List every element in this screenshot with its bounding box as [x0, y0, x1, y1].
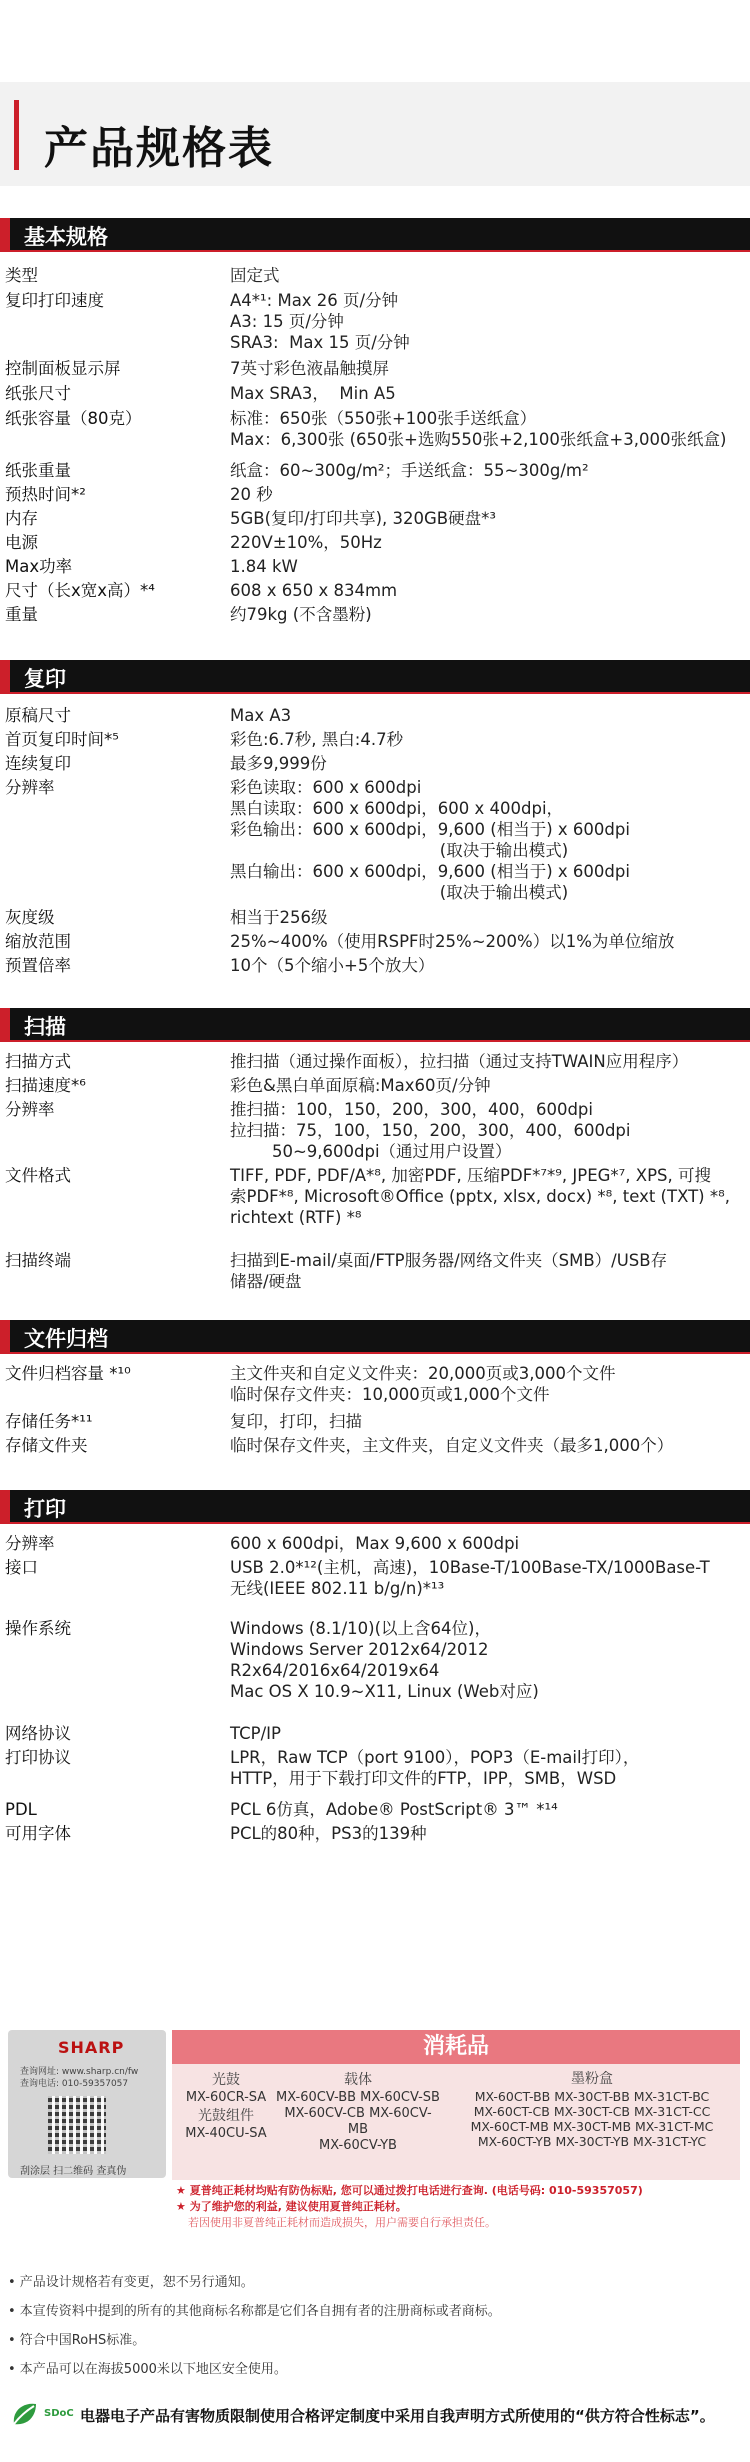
spec-value — [230, 1435, 748, 1456]
spec-value-line: 220V±10%，50Hz — [230, 533, 382, 552]
spec-value — [230, 1557, 748, 1599]
spec-value-line: 拉扫描：75，100，150，200，300，400，600dpi — [230, 1121, 631, 1140]
spec-value — [230, 1051, 748, 1072]
spec-value-line: 彩色&黑白单面原稿:Max60页/分钟 — [230, 1076, 491, 1095]
spec-value-line: 索PDF*⁸, Microsoft®Office (pptx, xlsx, docx) *⁸, text (TXT) *⁸, — [230, 1187, 730, 1206]
title-accent-bar — [14, 100, 19, 170]
spec-value — [230, 1723, 748, 1744]
spec-value-line: TCP/IP — [230, 1724, 281, 1743]
spec-label: 网络协议 — [5, 1724, 71, 1743]
spec-value-line: 黑白读取：600 x 600dpi，600 x 400dpi， — [230, 799, 564, 818]
spec-label: 电源 — [5, 533, 38, 552]
spec-value-line: A3: 15 页/分钟 — [230, 312, 344, 331]
spec-value — [230, 1075, 748, 1096]
spec-value — [230, 508, 748, 529]
spec-value — [230, 580, 748, 601]
spec-label: 扫描速度*⁶ — [5, 1076, 86, 1095]
spec-value-line: 最多9,999份 — [230, 754, 327, 773]
spec-value-line: 固定式 — [230, 266, 280, 285]
section-accent — [0, 1490, 10, 1522]
spec-label: 接口 — [5, 1558, 38, 1577]
spec-value-line: 推扫描：100，150，200，300，400，600dpi — [230, 1100, 593, 1119]
spec-value — [230, 705, 748, 726]
spec-label: 纸张尺寸 — [5, 384, 71, 403]
spec-label: 纸张容量（80克） — [5, 409, 142, 428]
sdoc-leaf-icon — [8, 2398, 42, 2432]
section-accent — [0, 218, 10, 250]
spec-value-line: 主文件夹和自定义文件夹：20,000页或3,000个文件 — [230, 1364, 616, 1383]
spec-value-line: 无线(IEEE 802.11 b/g/n)*¹³ — [230, 1579, 445, 1598]
spec-value-line: 标准：650张（550张+100张手送纸盒） — [230, 409, 537, 428]
spec-label: 类型 — [5, 266, 38, 285]
spec-label: 原稿尺寸 — [5, 706, 71, 725]
section-title: 文件归档 — [24, 1327, 108, 1351]
spec-label: 连续复印 — [5, 754, 71, 773]
spec-label: 操作系统 — [5, 1619, 71, 1638]
section-header-copy — [0, 660, 750, 694]
spec-value-line: PCL的80种，PS3的139种 — [230, 1824, 427, 1843]
drum-column: 光鼓 MX-60CR-SA 光鼓组件 MX-40CU-SA — [185, 2072, 267, 2141]
spec-value-line: (取决于输出模式) — [230, 841, 569, 860]
spec-label: 缩放范围 — [5, 932, 71, 951]
page-title: 产品规格表 — [44, 123, 274, 174]
spec-value-line: (取决于输出模式) — [230, 883, 569, 902]
section-accent — [0, 1320, 10, 1352]
spec-label: 内存 — [5, 509, 38, 528]
spec-value-line: 相当于256级 — [230, 908, 328, 927]
section-title: 复印 — [24, 667, 66, 691]
sharp-logo: SHARP — [58, 2038, 125, 2057]
spec-label: 预置倍率 — [5, 956, 71, 975]
spec-label: Max功率 — [5, 557, 73, 576]
genuine-warning-3: 若因使用非夏普纯正耗材而造成损失，用户需要自行承担责任。 — [188, 2216, 496, 2229]
spec-value-line: 约79kg (不含墨粉) — [230, 605, 372, 624]
spec-value — [230, 1099, 748, 1162]
spec-value — [230, 777, 748, 903]
spec-label: 分辨率 — [5, 1534, 55, 1553]
spec-value — [230, 931, 748, 952]
spec-value-line: Max：6,300张 (650张+选购550张+2,100张纸盒+3,000张纸盒) — [230, 430, 727, 449]
spec-value-line: LPR，Raw TCP（port 9100），POP3（E-mail打印）， — [230, 1748, 640, 1767]
spec-label: 首页复印时间*⁵ — [5, 730, 119, 749]
spec-value-line: 黑白输出：600 x 600dpi，9,600 (相当于) x 600dpi — [230, 862, 630, 881]
spec-value-line: 10个（5个缩小+5个放大） — [230, 956, 435, 975]
spec-value-line: PCL 6仿真，Adobe® PostScript® 3™ *¹⁴ — [230, 1800, 558, 1819]
spec-label: 扫描方式 — [5, 1052, 71, 1071]
spec-value-line: R2x64/2016x64/2019x64 — [230, 1661, 440, 1680]
spec-label: 复印打印速度 — [5, 291, 104, 310]
section-header-scan — [0, 1008, 750, 1042]
spec-value-line: 储器/硬盘 — [230, 1272, 302, 1291]
spec-label: 重量 — [5, 605, 38, 624]
spec-value — [230, 1823, 748, 1844]
spec-label: 预热时间*² — [5, 485, 86, 504]
spec-value-line: 7英寸彩色液晶触摸屏 — [230, 359, 389, 378]
consumables-title: 消耗品 — [172, 2030, 740, 2064]
spec-value — [230, 907, 748, 928]
spec-value-line: Windows (8.1/10)(以上含64位)， — [230, 1619, 491, 1638]
spec-value — [230, 729, 748, 750]
section-accent — [0, 660, 10, 692]
spec-value-line: SRA3: Max 15 页/分钟 — [230, 333, 410, 352]
spec-label: 可用字体 — [5, 1824, 71, 1843]
spec-value-line: 临时保存文件夹：10,000页或1,000个文件 — [230, 1385, 550, 1404]
spec-label: 分辨率 — [5, 1100, 55, 1119]
section-header-filing — [0, 1320, 750, 1354]
sticker-footer: 刮涂层 扫二维码 查真伪 — [20, 2166, 127, 2177]
spec-value-line: 25%~400%（使用RSPF时25%~200%）以1%为单位缩放 — [230, 932, 675, 951]
sticker-text: 查询网址: www.sharp.cn/fw 查询电话: 010-59357057 — [20, 2067, 139, 2089]
spec-value — [230, 955, 748, 976]
spec-value-line: 彩色:6.7秒, 黑白:4.7秒 — [230, 730, 404, 749]
spec-label: 尺寸（长x宽x高）*⁴ — [5, 581, 155, 600]
genuine-warning-1: ★ 夏普纯正耗材均贴有防伪标贴, 您可以通过拨打电话进行查询. (电话号码: 010-59357057) — [176, 2184, 643, 2197]
spec-value — [230, 753, 748, 774]
spec-value — [230, 1363, 748, 1405]
section-header-print — [0, 1490, 750, 1524]
spec-value-line: 复印，打印，扫描 — [230, 1412, 362, 1431]
spec-value-line: richtext (RTF) *⁸ — [230, 1208, 362, 1227]
genuine-warning-2: ★ 为了维护您的利益, 建议使用夏普纯正耗材。 — [176, 2200, 407, 2213]
spec-value-line: 50~9,600dpi（通过用户设置） — [230, 1142, 512, 1161]
spec-value-line: 纸盒：60~300g/m²；手送纸盒：55~300g/m² — [230, 461, 589, 480]
spec-value — [230, 556, 748, 577]
section-title: 扫描 — [24, 1015, 66, 1039]
spec-value — [230, 1165, 748, 1228]
spec-value-line: A4*¹: Max 26 页/分钟 — [230, 291, 399, 310]
spec-value-line: 彩色读取：600 x 600dpi — [230, 778, 422, 797]
section-accent — [0, 1008, 10, 1040]
spec-value — [230, 1799, 748, 1820]
footer-statement: 电器电子产品有害物质限制使用合格评定制度中采用自我声明方式所使用的“供方符合性标志”。 — [80, 2407, 715, 2425]
spec-value-line: 彩色输出：600 x 600dpi，9,600 (相当于) x 600dpi — [230, 820, 630, 839]
spec-label: 存储文件夹 — [5, 1436, 88, 1455]
toner-column: 墨粉盒 MX-60CT-BB MX-30CT-BB MX-31CT-BC MX-60CT-CB MX-30CT-CB MX-31CT-CC MX-60CT-MB MX-30CT-MB MX-31CT-MC MX-60CT-YB MX-30CT-YB MX-31CT-YC — [470, 2071, 714, 2149]
spec-value-line: 5GB(复印/打印共享), 320GB硬盘*³ — [230, 509, 496, 528]
spec-label: 文件格式 — [5, 1166, 71, 1185]
spec-value-line: HTTP，用于下载打印文件的FTP，IPP，SMB，WSD — [230, 1769, 617, 1788]
spec-value-line: 20 秒 — [230, 485, 273, 504]
spec-value-line: 1.84 kW — [230, 557, 298, 576]
spec-value-line: 600 x 600dpi，Max 9,600 x 600dpi — [230, 1534, 520, 1553]
footnotes: • 产品设计规格若有变更，恕不另行通知。 • 本宣传资料中提到的所有的其他商标名称都是它们各自拥有者的注册商标或者商标。 • 符合中国RoHS标准。 • 本产品可以在海拔5000米以下地区安全使用。 — [8, 2275, 501, 2377]
developer-column: 载体 MX-60CV-BB MX-60CV-SB MX-60CV-CB MX-60CV-MB MX-60CV-YB — [276, 2072, 440, 2153]
spec-value-line: TIFF, PDF, PDF/A*⁸, 加密PDF, 压缩PDF*⁷*⁹, JPEG*⁷, XPS, 可搜 — [230, 1166, 711, 1185]
spec-value — [230, 484, 748, 505]
spec-label: 扫描终端 — [5, 1251, 71, 1270]
spec-label: 灰度级 — [5, 908, 55, 927]
spec-value — [230, 1618, 748, 1702]
section-title: 基本规格 — [24, 225, 108, 249]
spec-value — [230, 604, 748, 625]
spec-value-line: 临时保存文件夹，主文件夹，自定义文件夹（最多1,000个） — [230, 1436, 674, 1455]
section-title: 打印 — [24, 1497, 66, 1521]
spec-value — [230, 532, 748, 553]
spec-value — [230, 265, 748, 286]
spec-value-line: USB 2.0*¹²(主机，高速)，10Base-T/100Base-TX/1000Base-T — [230, 1558, 710, 1577]
spec-value — [230, 1411, 748, 1432]
spec-label: 存储任务*¹¹ — [5, 1412, 93, 1431]
spec-value — [230, 383, 748, 404]
spec-value — [230, 290, 748, 353]
section-header-basic — [0, 218, 750, 252]
spec-label: 控制面板显示屏 — [5, 359, 121, 378]
spec-value-line: Windows Server 2012x64/2012 — [230, 1640, 489, 1659]
spec-value-line: Mac OS X 10.9~X11, Linux (Web对应) — [230, 1682, 539, 1701]
spec-value-line: 扫描到E-mail/桌面/FTP服务器/网络文件夹（SMB）/USB存 — [230, 1251, 668, 1270]
spec-value-line: Max SRA3， Min A5 — [230, 384, 396, 403]
spec-label: 文件归档容量 *¹⁰ — [5, 1364, 131, 1383]
spec-label: 分辨率 — [5, 778, 55, 797]
spec-value — [230, 358, 748, 379]
spec-value — [230, 1533, 748, 1554]
spec-value-line: 推扫描（通过操作面板），拉扫描（通过支持TWAIN应用程序） — [230, 1052, 689, 1071]
spec-label: PDL — [5, 1800, 37, 1819]
spec-value — [230, 1250, 748, 1292]
sdoc-badge: SDoC — [44, 2408, 74, 2419]
spec-label: 纸张重量 — [5, 461, 71, 480]
spec-value — [230, 408, 748, 450]
spec-label: 打印协议 — [5, 1748, 71, 1767]
anti-counterfeit-sticker — [8, 2030, 166, 2178]
spec-value-line: Max A3 — [230, 706, 292, 725]
spec-value-line: 608 x 650 x 834mm — [230, 581, 398, 600]
spec-value — [230, 1747, 748, 1789]
spec-value — [230, 460, 748, 481]
